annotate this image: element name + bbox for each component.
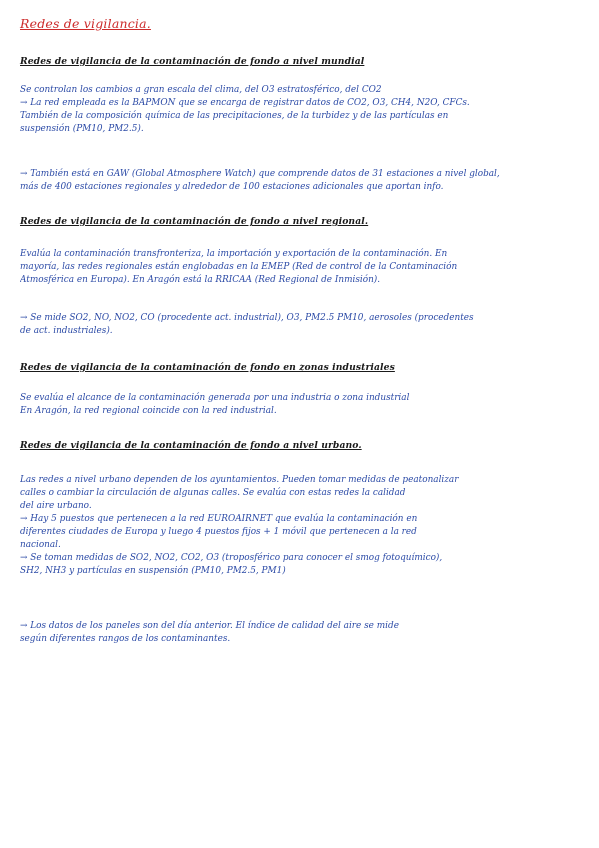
text-line: → Los datos de los paneles son del día anterior. El índice de calidad del aire se mide — [20, 621, 399, 631]
text-line: Las redes a nivel urbano dependen de los ayuntamientos. Pueden tomar medidas de peatonalizar — [20, 475, 459, 485]
paragraph-mundial-1 — [20, 84, 580, 136]
section-heading-urbano: Redes de vigilancia de la contaminación de fondo a nivel urbano. — [20, 440, 362, 451]
paragraph-urbano-1 — [20, 474, 580, 578]
text-line: → La red empleada es la BAPMON que se encarga de registrar datos de CO2, O3, CH4, N2O, CFCs. — [20, 98, 470, 108]
text-line: En Aragón, la red regional coincide con la red industrial. — [20, 406, 277, 416]
text-line: → Se toman medidas de SO2, NO2, CO2, O3 (troposférico para conocer el smog fotoquímico), — [20, 553, 443, 563]
text-line: suspensión (PM10, PM2.5). — [20, 124, 144, 134]
text-line: Evalúa la contaminación transfronteriza, la importación y exportación de la contaminación. En — [20, 249, 448, 259]
text-line: → Se mide SO2, NO, NO2, CO (procedente act. industrial), O3, PM2.5 PM10, aerosoles (procedentes — [20, 313, 474, 323]
section-heading-industrial: Redes de vigilancia de la contaminación de fondo en zonas industriales — [20, 362, 395, 373]
text-line: Atmosférica en Europa). En Aragón está la RRICAA (Red Regional de Inmisión). — [20, 275, 381, 285]
text-line: → Hay 5 puestos que pertenecen a la red EUROAIRNET que evalúa la contaminación en — [20, 514, 418, 524]
section-heading-mundial: Redes de vigilancia de la contaminación de fondo a nivel mundial — [20, 56, 365, 67]
page-title: Redes de vigilancia. — [20, 16, 151, 31]
text-line: También de la composición química de las precipitaciones, de la turbidez y de las partículas en — [20, 111, 449, 121]
text-line: Se controlan los cambios a gran escala del clima, del O3 estratosférico, del CO2 — [20, 85, 382, 95]
paragraph-regional-2 — [20, 312, 580, 338]
paragraph-mundial-2 — [20, 168, 580, 194]
text-line: Se evalúa el alcance de la contaminación generada por una industria o zona industrial — [20, 393, 410, 403]
text-line: diferentes ciudades de Europa y luego 4 puestos fijos + 1 móvil que pertenecen a la red — [20, 527, 417, 537]
text-line: → También está en GAW (Global Atmosphere Watch) que comprende datos de 31 estaciones a nivel global, — [20, 169, 500, 179]
text-line: del aire urbano. — [20, 501, 92, 511]
text-line: de act. industriales). — [20, 326, 113, 336]
text-line: nacional. — [20, 540, 61, 550]
text-line: calles o cambiar la circulación de algunas calles. Se evalúa con estas redes la calidad — [20, 488, 406, 498]
text-line: SH2, NH3 y partículas en suspensión (PM10, PM2.5, PM1) — [20, 566, 286, 576]
section-heading-regional: Redes de vigilancia de la contaminación de fondo a nivel regional. — [20, 216, 369, 227]
paragraph-urbano-2 — [20, 620, 580, 646]
paragraph-industrial-1 — [20, 392, 580, 418]
paragraph-regional-1 — [20, 248, 580, 287]
text-line: más de 400 estaciones regionales y alrededor de 100 estaciones adicionales que aportan info. — [20, 182, 444, 192]
text-line: mayoría, las redes regionales están englobadas en la EMEP (Red de control de la Contaminación — [20, 262, 458, 272]
text-line: según diferentes rangos de los contaminantes. — [20, 634, 231, 644]
